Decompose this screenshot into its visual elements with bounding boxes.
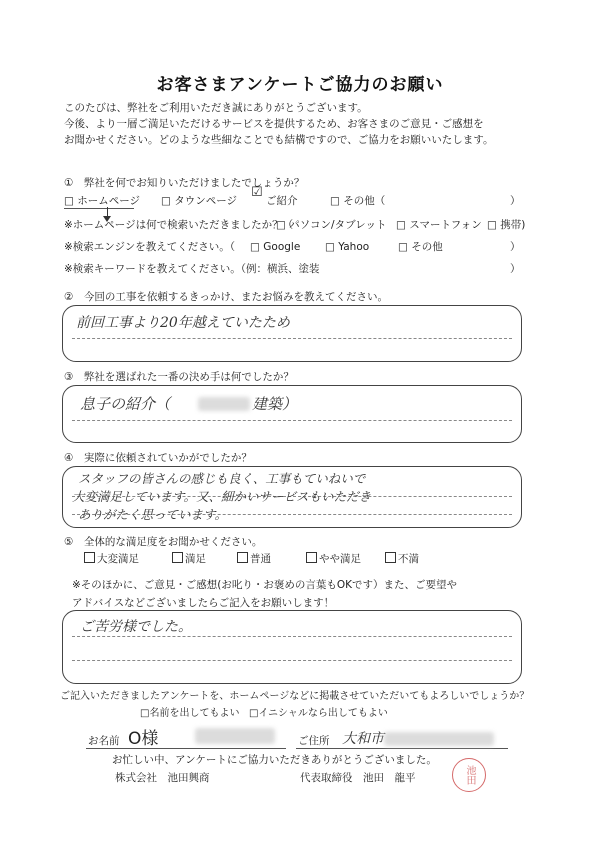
intro-line: このたびは、弊社をご利用いただき誠にありがとうございます。 <box>64 102 368 114</box>
publish-option-initial[interactable]: □イニシャルなら出してもよい <box>249 708 388 719</box>
q4-answer-line: 大変満足しています。又、細かいサービスもいただき <box>72 489 372 504</box>
name-value: O様 <box>128 729 159 749</box>
q4-answer-line: ありがたく思っています。 <box>78 507 228 522</box>
checkbox[interactable] <box>172 552 183 563</box>
thanks-text: お忙しい中、アンケートにご協力いただきありがとうございました。 <box>112 754 437 766</box>
representative-name: 代表取締役 池田 龍平 <box>300 772 416 784</box>
q3-answer-text-end: 建築） <box>252 395 298 413</box>
q1-device-mobile[interactable]: □ 携帯) <box>487 219 526 231</box>
company-name: 株式会社 池田興商 <box>115 772 210 784</box>
q1-option-other[interactable]: □ その他（ <box>330 195 386 207</box>
address-underline <box>296 748 508 749</box>
company-seal-icon: 池田 <box>452 758 486 792</box>
publish-question: ご記入いただきましたアンケートを、ホームページなどに掲載させていただいてもよろしいでしょうか？ <box>60 691 530 702</box>
comments-prompt-line2: アドバイスなどございましたらご記入をお願いします！ <box>72 597 335 609</box>
checkbox[interactable] <box>306 552 317 563</box>
comments-line-divider <box>72 660 512 661</box>
intro-line: お聞かせください。どのような些細なことでも結構ですので、ご協力をお願いいたします。 <box>64 134 494 146</box>
q5-option-label: 不満 <box>398 553 419 565</box>
checkbox[interactable] <box>84 552 95 563</box>
q1-close-paren: ） <box>510 195 521 207</box>
q5-option-label: 普通 <box>250 553 271 565</box>
q5-question: ⑤ 全体的な満足度をお聞かせください。 <box>64 536 263 548</box>
redacted-text <box>384 732 494 746</box>
q5-option-somewhat[interactable] <box>306 552 361 566</box>
q4-answer-line: スタッフの皆さんの感じも良く、工事もていねいで <box>78 471 366 486</box>
q5-option-very-satisfied[interactable] <box>84 552 139 566</box>
checkbox[interactable] <box>237 552 248 563</box>
q2-line-divider <box>72 338 512 339</box>
q3-question: ③ 弊社を選ばれた一番の決め手は何でしたか？ <box>64 371 294 383</box>
redacted-text <box>195 728 275 744</box>
q1-option-homepage[interactable]: □ ホームページ <box>64 195 141 207</box>
q2-question: ② 今回の工事を依頼するきっかけ、またお悩みを教えてください。 <box>64 291 388 303</box>
q1-option-referral[interactable]: ご紹介 <box>266 195 298 207</box>
q1-engine-other[interactable]: □ その他 <box>398 241 443 253</box>
q1-engine-close-paren: ） <box>510 241 521 253</box>
checkbox[interactable] <box>385 552 396 563</box>
redacted-text <box>198 397 250 411</box>
q4-question: ④ 実際に依頼されていかがでしたか？ <box>64 452 252 464</box>
q1-device-pc[interactable]: □ パソコン/タブレット <box>276 219 387 231</box>
name-underline <box>86 748 286 749</box>
q1-engine-yahoo[interactable]: □ Yahoo <box>325 241 370 253</box>
q5-option-label: 大変満足 <box>97 553 139 565</box>
q1-keyword-question: ※検索キーワードを教えてください。（例：横浜、塗装 <box>64 263 320 275</box>
q1-device-smartphone[interactable]: □ スマートフォン <box>396 219 482 231</box>
name-label: お名前 <box>88 735 120 747</box>
q2-answer-text: 前回工事より20年越えていたため <box>76 315 290 331</box>
q1-homepage-question: ※ホームページは何で検索いただきましたか？（ <box>64 219 294 231</box>
q1-engine-google[interactable]: □ Google <box>250 241 301 253</box>
q5-option-dissatisfied[interactable] <box>385 552 419 566</box>
address-label: ご住所 <box>298 735 330 747</box>
q1-homepage-underline <box>64 208 134 209</box>
q5-option-label: 満足 <box>185 553 206 565</box>
q1-option-townpage[interactable]: □ タウンページ <box>161 195 238 207</box>
comments-prompt-line1: ※そのほかに、ご意見・ご感想(お叱り・お褒めの言葉もOKです）また、ご要望や <box>72 579 458 591</box>
q1-engine-question: ※検索エンジンを教えてください。（ <box>64 241 236 253</box>
q3-answer-text: 息子の紹介（ <box>80 395 171 413</box>
publish-option-name[interactable]: □名前を出してもよい <box>140 708 240 719</box>
page-title: お客さまアンケートご協力のお願い <box>156 75 444 95</box>
intro-text <box>64 100 544 148</box>
comments-line-divider <box>72 636 512 637</box>
q1-question: ① 弊社を何でお知りいただけましたでしょうか？ <box>64 177 305 189</box>
q5-option-label: やや満足 <box>319 553 361 565</box>
q5-option-neutral[interactable] <box>237 552 271 566</box>
intro-line: 今後、より一層ご満足いただけるサービスを提供するため、お客さまのご意見・ご感想を <box>64 118 484 130</box>
q5-option-satisfied[interactable] <box>172 552 206 566</box>
address-value: 大和市 <box>342 731 384 747</box>
checkmark-icon: ☑ <box>251 185 263 200</box>
comments-answer-text: ご苦労様でした。 <box>80 619 192 635</box>
q1-keyword-close-paren: ） <box>510 263 521 275</box>
q3-line-divider <box>72 420 512 421</box>
